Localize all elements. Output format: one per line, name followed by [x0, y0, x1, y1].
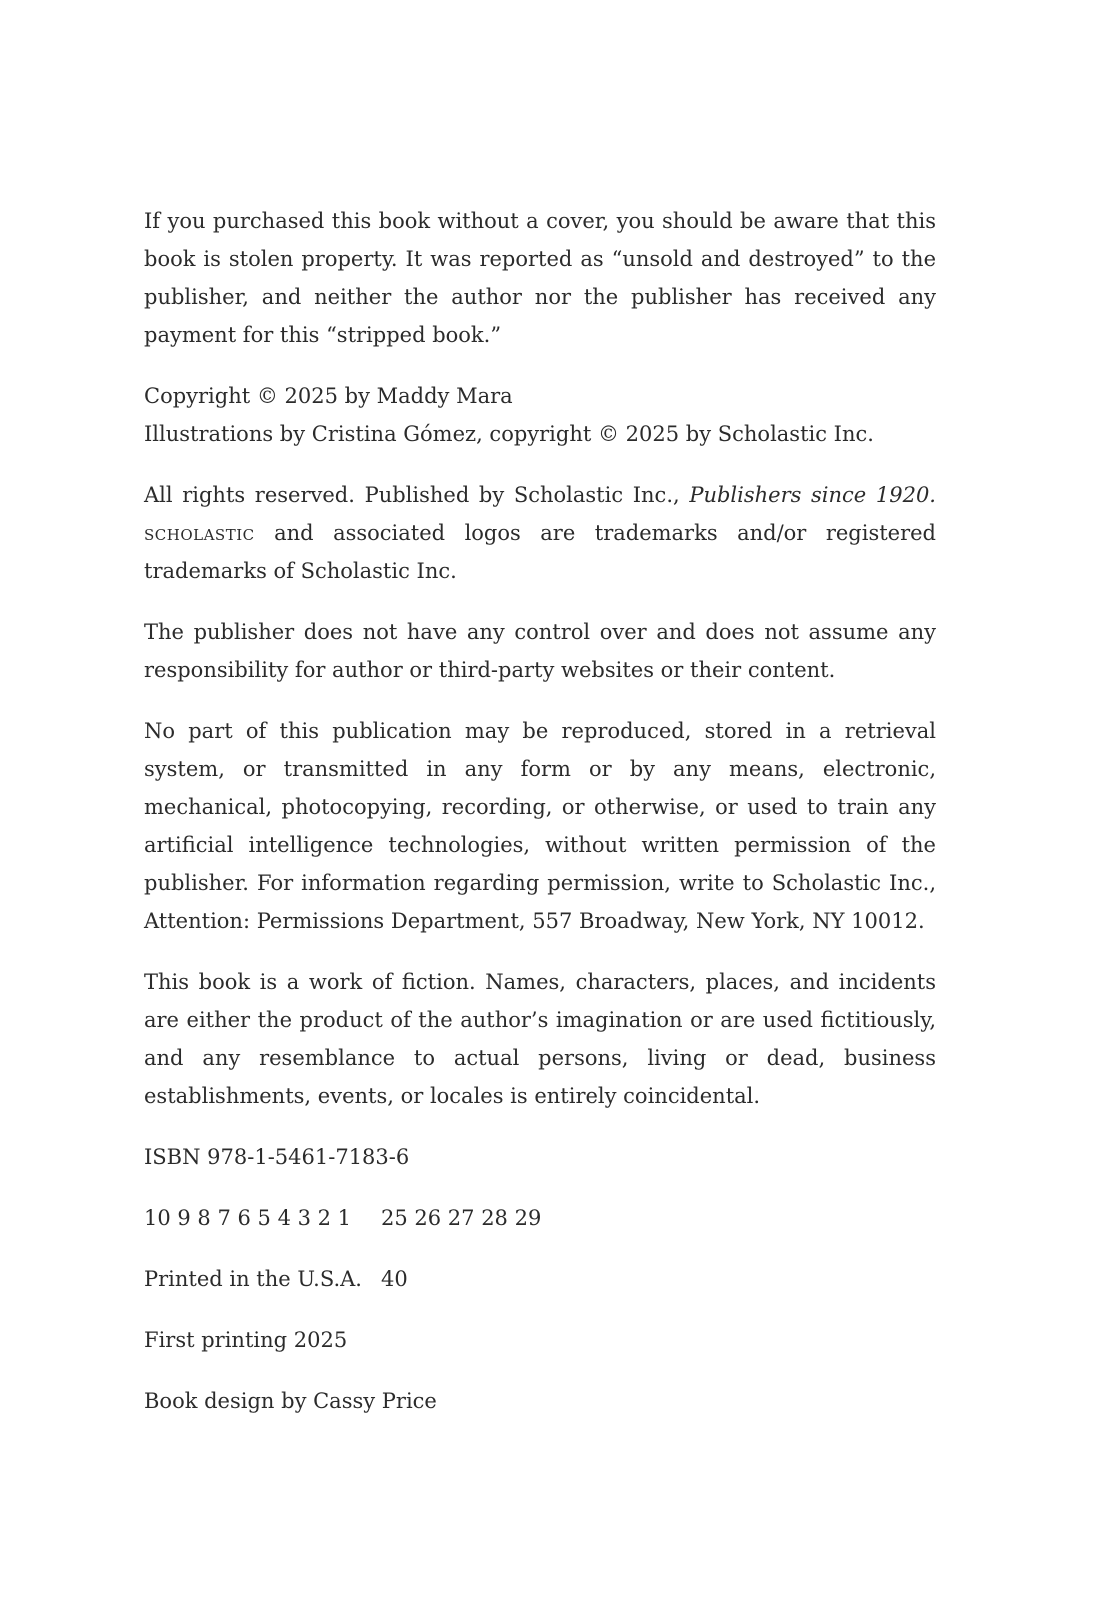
reproduction-notice: No part of this publication may be reproduced, stored in a retrieval system, or transmitted in any form or by any means, electronic, mechanical, photocopying, recording, or otherwise, or used to train any artificial intelligence technologies, without written permission of the publisher. For information regarding permission, write to Scholastic Inc., Attention: Permissions Department, 557 Broadway, New York, NY 10012. — [144, 719, 936, 933]
publishers-since-text: Publishers since 1920. — [689, 483, 936, 507]
websites-notice: The publisher does not have any control over and does not assume any responsibility for author or third-party websites or their content. — [144, 620, 936, 682]
copyright-block — [144, 377, 936, 453]
rights-text-part1: All rights reserved. Published by Scholastic Inc., — [144, 483, 690, 507]
rights-notice — [144, 476, 936, 590]
fiction-notice: This book is a work of fiction. Names, characters, places, and incidents are either the product of the author’s imagination or are used fictitiously, and any resemblance to actual persons, living or dead, business establishments, events, or locales is entirely coincidental. — [144, 970, 936, 1108]
printer-code: 40 — [381, 1267, 408, 1291]
printing-numbers: 10 9 8 7 6 5 4 3 2 1 — [144, 1206, 352, 1230]
printing-line — [144, 1199, 936, 1237]
printed-in-text: Printed in the U.S.A. — [144, 1267, 362, 1291]
printed-in-line — [144, 1260, 936, 1298]
rights-text-part2: and associated logos are trademarks and/or registered trademarks of Scholastic Inc. — [144, 521, 936, 583]
scholastic-smallcaps: scholastic — [144, 521, 255, 545]
year-numbers: 25 26 27 28 29 — [381, 1206, 542, 1230]
copyright-page — [144, 202, 936, 1443]
book-design-credit: Book design by Cassy Price — [144, 1389, 437, 1413]
isbn: ISBN 978-1-5461-7183-6 — [144, 1145, 410, 1169]
first-printing: First printing 2025 — [144, 1328, 348, 1352]
stripped-book-notice: If you purchased this book without a cover, you should be aware that this book is stolen property. It was reported as “unsold and destroyed” to the publisher, and neither the author nor the publisher has received any payment for this “stripped book.” — [144, 209, 936, 347]
copyright-line: Copyright © 2025 by Maddy Mara — [144, 384, 513, 408]
illustrations-line: Illustrations by Cristina Gómez, copyright © 2025 by Scholastic Inc. — [144, 422, 874, 446]
